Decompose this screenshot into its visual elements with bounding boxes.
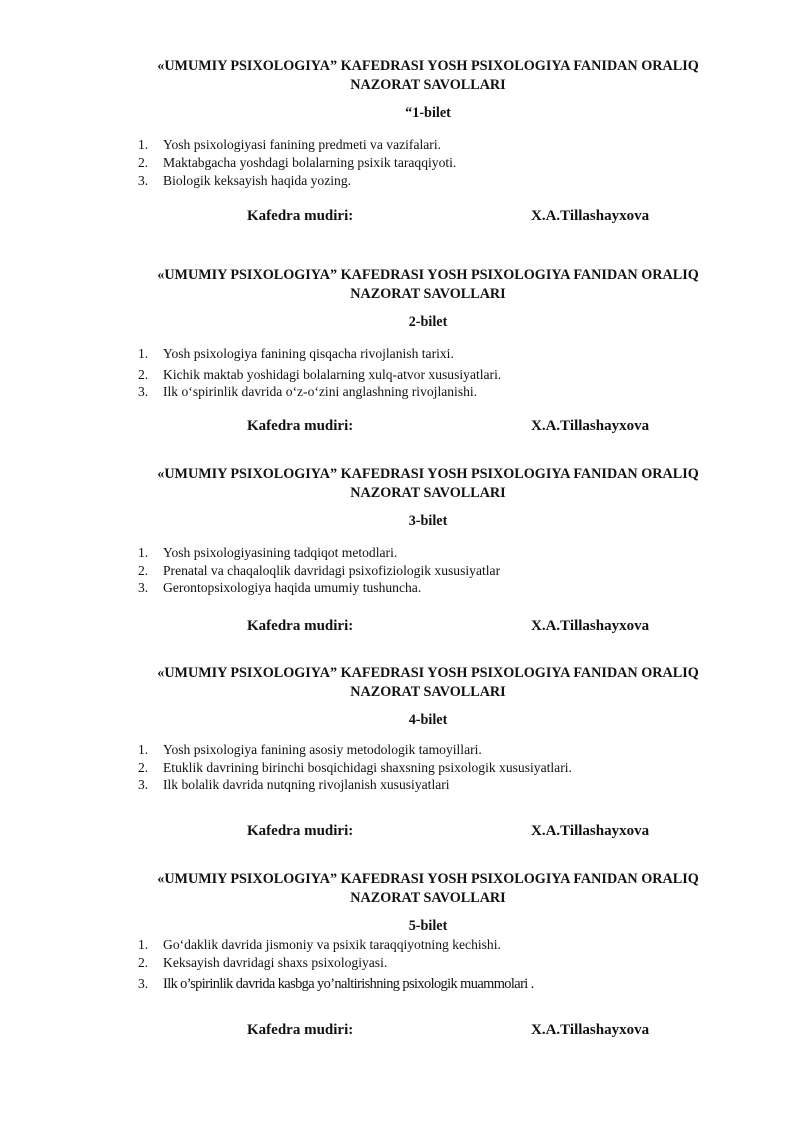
signature-name: X.A.Tillashayxova	[531, 618, 650, 634]
signature-role: Kafedra mudiri:	[247, 418, 354, 434]
signature-role: Kafedra mudiri:	[247, 208, 354, 224]
signature-name: X.A.Tillashayxova	[531, 208, 650, 224]
ticket-2-header	[120, 266, 736, 304]
header-line-2: NAZORAT SAVOLLARI	[350, 77, 506, 93]
ticket-4-label: 4-bilet	[408, 712, 448, 728]
signature-name: X.A.Tillashayxova	[531, 1022, 650, 1038]
signature-name: X.A.Tillashayxova	[531, 418, 650, 434]
header-line-1: «UMUMIY PSIXOLOGIYA” KAFEDRASI YOSH PSIXOLOGIYA FANIDAN ORALIQ	[157, 871, 699, 887]
header-line-2: NAZORAT SAVOLLARI	[350, 485, 506, 501]
ticket-3-header	[120, 465, 736, 503]
ticket-4-header	[120, 664, 736, 702]
header-line-1: «UMUMIY PSIXOLOGIYA” KAFEDRASI YOSH PSIXOLOGIYA FANIDAN ORALIQ	[157, 466, 699, 482]
signature-name: X.A.Tillashayxova	[531, 823, 650, 839]
header-line-1: «UMUMIY PSIXOLOGIYA” KAFEDRASI YOSH PSIXOLOGIYA FANIDAN ORALIQ	[157, 267, 699, 283]
ticket-5-header	[120, 870, 736, 908]
header-line-1: «UMUMIY PSIXOLOGIYA” KAFEDRASI YOSH PSIXOLOGIYA FANIDAN ORALIQ	[157, 665, 699, 681]
header-line-2: NAZORAT SAVOLLARI	[350, 890, 506, 906]
ticket-5-label: 5-bilet	[408, 918, 448, 934]
ticket-3-label: 3-bilet	[408, 513, 448, 529]
signature-role: Kafedra mudiri:	[247, 823, 354, 839]
ticket-1-label: “1-bilet	[405, 105, 451, 121]
header-line-1: «UMUMIY PSIXOLOGIYA” KAFEDRASI YOSH PSIXOLOGIYA FANIDAN ORALIQ	[157, 58, 699, 74]
header-line-2: NAZORAT SAVOLLARI	[350, 286, 506, 302]
signature-role: Kafedra mudiri:	[247, 618, 354, 634]
signature-role: Kafedra mudiri:	[247, 1022, 354, 1038]
ticket-1-header	[120, 57, 736, 95]
header-line-2: NAZORAT SAVOLLARI	[350, 684, 506, 700]
document-page: «UMUMIY PSIXOLOGIYA” KAFEDRASI YOSH PSIXOLOGIYA FANIDAN ORALIQ NAZORAT SAVOLLARI “1-bilet 1. Yosh psixologiyasi fanining predmeti va vazifalari. 2. Maktabgacha yoshdagi bolalarning psixik taraqqiyoti. 3. Biologik keksayish haqida yozing. Kafedra mudiri: X.A.Tillashayxova «UMUMIY PSIXOLOGIYA” KAFEDRASI YOSH PSIXOLOGIYA FANIDAN ORALIQ NAZORAT SAVOLLARI 2-bilet 1. Yosh psixologiya fanining qisqacha rivojlanish tarixi. 2. Kichik maktab yoshidagi bolalarning xulq-atvor xususiyatlari. 3. Ilk o‘spirinlik davrida o‘z-o‘zini anglashning rivojlanishi. Kafedra mudiri: X.A.Tillashayxova «UMUMIY PSIXOLOGIYA” KAFEDRASI YOSH PSIXOLOGIYA FANIDAN ORALIQ NAZORAT SAVOLLARI 3-bilet 1. Yosh psixologiyasining tadqiqot metodlari. 2. Prenatal va chaqaloqlik davridagi psixofiziologik xususiyatlar 3. Gerontopsixologiya haqida umumiy tushuncha. Kafedra mudiri: X.A.Tillashayxova «UMUMIY PSIXOLOGIYA” KAFEDRASI YOSH PSIXOLOGIYA FANIDAN ORALIQ NAZORAT SAVOLLARI 4-bilet 1. Yosh psixologiya fanining asosiy metodologik tamoyillari. 2. Etuklik davrining birinchi bosqichidagi shaxsning psixologik xususiyatlari. 3. Ilk bolalik davrida nutqning rivojlanish xususiyatlari Kafedra mudiri: X.A.Tillashayxova «UMUMIY PSIXOLOGIYA” KAFEDRASI YOSH PSIXOLOGIYA FANIDAN ORALIQ NAZORAT SAVOLLARI 5-bilet 1. Go‘daklik davrida jismoniy va psixik taraqqiyotning kechishi. 2. Keksayish davridagi shaxs psixologiyasi. 3. Ilk o’spirinlik davrida kasbga yo’naltirishning psixologik muammolari . Kafedra mudiri: X.A.Tillashayxova	[0, 0, 800, 1131]
ticket-2-label: 2-bilet	[408, 314, 448, 330]
